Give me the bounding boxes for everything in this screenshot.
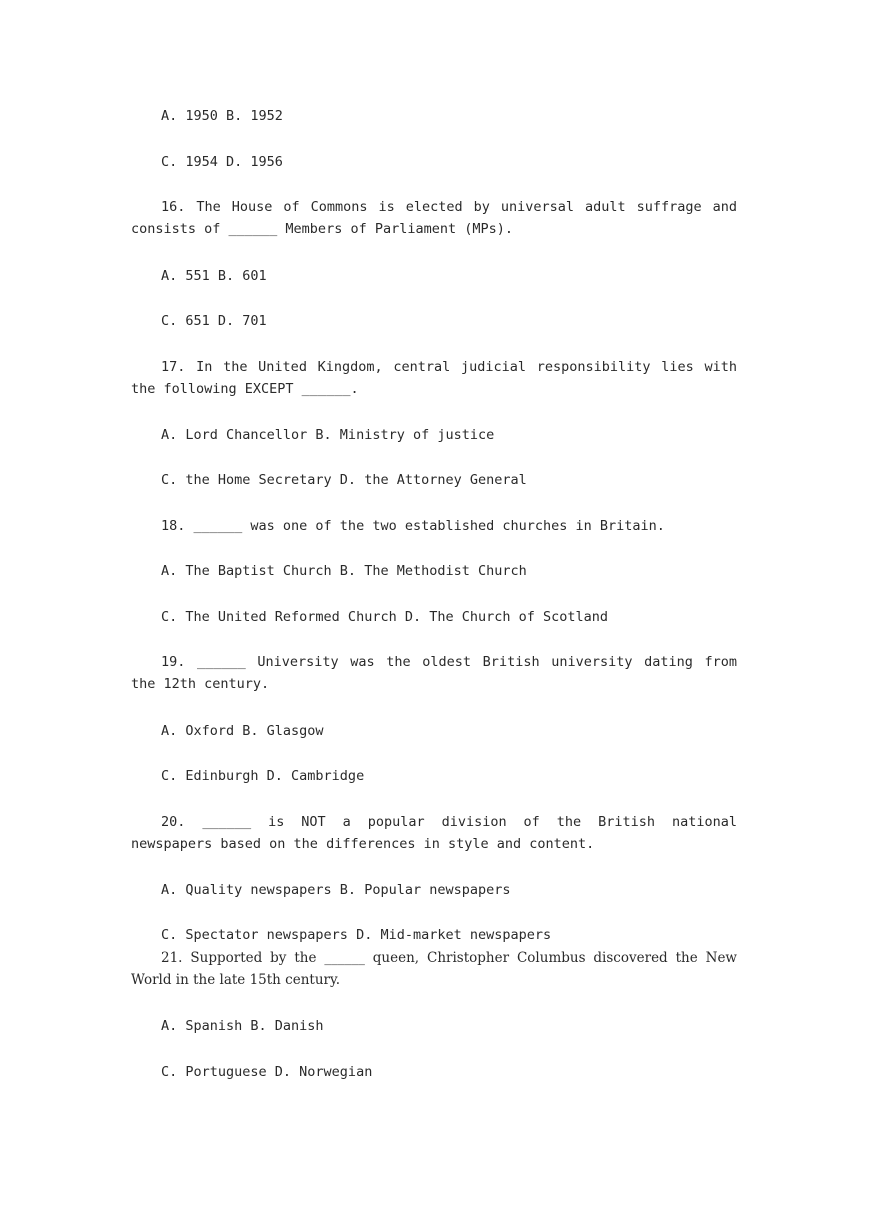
options-line: A. Lord Chancellor B. Ministry of justice (161, 427, 495, 443)
options-line: A. The Baptist Church B. The Methodist Church (161, 563, 527, 579)
options-line: C. the Home Secretary D. the Attorney General (161, 472, 527, 488)
question-19: 19. ______ University was the oldest British university dating from the 12th century. (131, 654, 737, 692)
question-18: 18. ______ was one of the two established churches in Britain. (161, 518, 665, 534)
options-line: C. 1954 D. 1956 (161, 154, 283, 170)
options-line: C. 651 D. 701 (161, 313, 267, 329)
options-line: A. Oxford B. Glasgow (161, 723, 324, 739)
options-line: A. Spanish B. Danish (161, 1018, 324, 1034)
question-17: 17. In the United Kingdom, central judicial responsibility lies with the following EXCEPT ______. (131, 359, 737, 397)
options-line: A. Quality newspapers B. Popular newspapers (161, 882, 511, 898)
question-16: 16. The House of Commons is elected by universal adult suffrage and consists of ______ Members of Parliament (MPs). (131, 199, 737, 237)
options-line: C. Edinburgh D. Cambridge (161, 768, 365, 784)
options-line: C. Portuguese D. Norwegian (161, 1064, 373, 1080)
options-line: A. 1950 B. 1952 (161, 108, 283, 124)
question-20: 20. ______ is NOT a popular division of the British national newspapers based on the differences in style and content. (131, 814, 737, 852)
options-line: A. 551 B. 601 (161, 268, 267, 284)
options-line: C. The United Reformed Church D. The Church of Scotland (161, 609, 609, 625)
options-line: C. Spectator newspapers D. Mid-market newspapers (161, 927, 552, 943)
question-21: 21. Supported by the ______ queen, Christopher Columbus discovered the New World in the late 15th century. (131, 950, 737, 988)
